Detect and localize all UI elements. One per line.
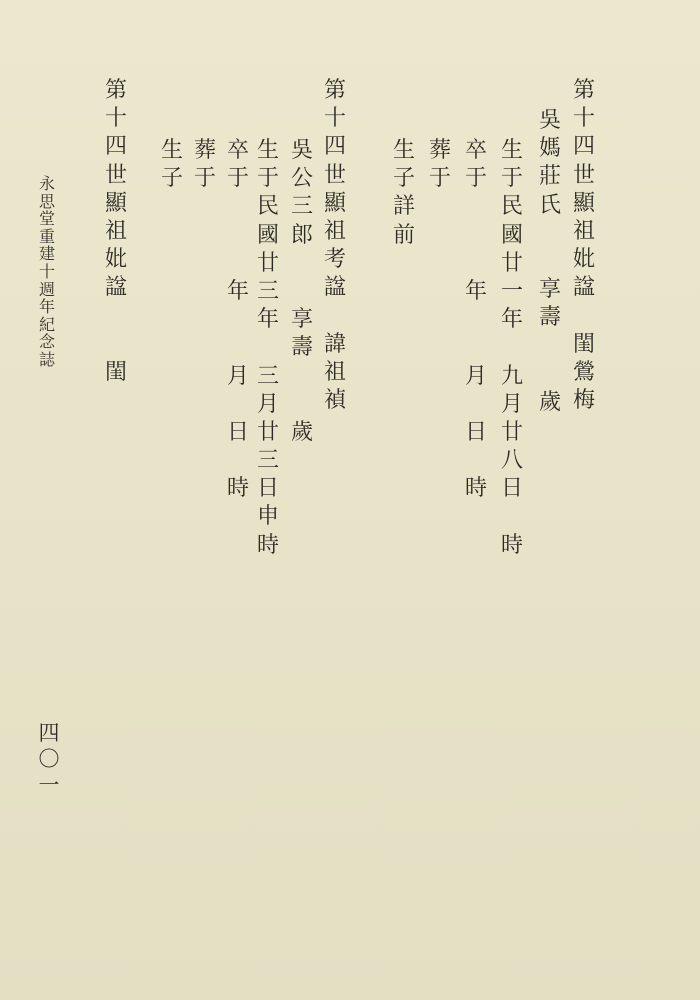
glyph: 十 <box>323 106 346 132</box>
glyph <box>323 306 347 334</box>
glyph: 誌 <box>38 349 55 369</box>
glyph: 年 <box>500 307 523 333</box>
glyph <box>104 334 128 362</box>
glyph <box>500 337 524 365</box>
glyph: 卒 <box>464 138 487 163</box>
entry-2-children-column <box>160 140 184 196</box>
glyph: 週 <box>38 279 55 299</box>
entry-2-death-column <box>226 140 250 506</box>
glyph: 廿 <box>500 250 523 276</box>
glyph: 卒 <box>226 138 249 163</box>
glyph: 氏 <box>538 192 561 218</box>
glyph: 紀 <box>38 314 55 334</box>
glyph <box>538 251 562 279</box>
glyph: 申 <box>256 504 279 530</box>
glyph: 四 <box>38 721 60 745</box>
glyph: 月 <box>464 363 487 389</box>
glyph: 十 <box>38 261 55 281</box>
glyph: 葬 <box>193 138 216 163</box>
glyph: 四 <box>104 134 127 160</box>
glyph: 十 <box>104 106 127 132</box>
glyph: 八 <box>500 448 523 474</box>
glyph <box>226 337 250 365</box>
entry-1-children-column <box>392 140 416 253</box>
glyph: 祖 <box>572 218 595 244</box>
glyph: 諡 <box>323 275 346 301</box>
glyph: 郎 <box>290 222 313 248</box>
glyph: 月 <box>226 363 249 389</box>
glyph: 九 <box>500 363 523 389</box>
glyph: 顯 <box>104 190 127 216</box>
glyph: 歲 <box>290 419 313 445</box>
glyph: 國 <box>500 222 523 248</box>
entry-1-birth-column <box>500 140 524 563</box>
glyph: 時 <box>464 476 487 502</box>
glyph <box>500 506 524 534</box>
glyph: 第 <box>572 78 595 103</box>
glyph: 三 <box>256 278 279 304</box>
glyph: 于 <box>428 166 451 192</box>
glyph <box>226 253 250 281</box>
glyph: 于 <box>500 166 523 192</box>
glyph: 年 <box>38 297 55 317</box>
glyph <box>226 225 250 253</box>
glyph: 妣 <box>104 247 127 273</box>
entry-1-death-column <box>464 140 488 506</box>
glyph: 諱 <box>323 331 346 357</box>
glyph: 時 <box>256 532 279 558</box>
glyph: 葬 <box>428 138 451 163</box>
glyph <box>572 306 596 334</box>
glyph: 永 <box>38 174 55 193</box>
glyph: 公 <box>290 166 313 192</box>
glyph: 生 <box>256 138 279 163</box>
glyph: 建 <box>38 244 55 264</box>
glyph <box>226 309 250 337</box>
glyph: 吳 <box>290 138 313 163</box>
glyph <box>538 336 562 364</box>
glyph <box>226 394 250 422</box>
glyph: 日 <box>226 419 249 445</box>
glyph: 考 <box>323 247 346 273</box>
glyph: 一 <box>38 773 60 797</box>
glyph: 吳 <box>538 108 561 133</box>
glyph: 梅 <box>572 388 595 414</box>
glyph: 顯 <box>572 190 595 216</box>
glyph: 思 <box>38 191 55 211</box>
glyph: 年 <box>226 278 249 304</box>
glyph <box>226 450 250 478</box>
glyph: 廿 <box>256 250 279 276</box>
glyph: 前 <box>392 222 415 248</box>
entry-1-title-column <box>572 80 596 418</box>
glyph: 祖 <box>323 359 346 385</box>
glyph: 重 <box>38 226 55 246</box>
glyph: 享 <box>538 277 561 303</box>
entry-1-burial-column <box>428 140 452 196</box>
glyph: 十 <box>572 106 595 132</box>
glyph: 四 <box>572 134 595 160</box>
glyph: 子 <box>160 166 183 192</box>
glyph: 壽 <box>538 305 561 331</box>
glyph: 時 <box>500 532 523 558</box>
glyph <box>104 306 128 334</box>
glyph <box>464 196 488 224</box>
glyph <box>290 281 314 309</box>
glyph: 時 <box>226 476 249 502</box>
glyph: 年 <box>464 278 487 304</box>
entry-3-title-column <box>104 80 128 390</box>
glyph <box>290 253 314 281</box>
glyph: 〇 <box>38 747 60 771</box>
glyph: 年 <box>256 307 279 333</box>
glyph <box>464 337 488 365</box>
glyph: 三 <box>290 194 313 220</box>
glyph: 堂 <box>38 209 55 229</box>
glyph: 于 <box>193 166 216 192</box>
glyph: 月 <box>500 391 523 417</box>
glyph: 顯 <box>323 190 346 216</box>
glyph: 四 <box>323 134 346 160</box>
entry-2-birth-column <box>256 140 280 563</box>
glyph: 廿 <box>500 419 523 445</box>
glyph <box>464 309 488 337</box>
glyph: 廿 <box>256 419 279 445</box>
entry-1-name-column <box>538 110 562 420</box>
glyph <box>464 253 488 281</box>
entry-2-burial-column <box>193 140 217 196</box>
glyph: 生 <box>500 138 523 163</box>
glyph: 日 <box>256 476 279 502</box>
glyph: 第 <box>104 78 127 103</box>
glyph: 世 <box>323 162 346 188</box>
glyph: 于 <box>464 166 487 192</box>
glyph: 祖 <box>104 218 127 244</box>
glyph: 妣 <box>572 247 595 273</box>
glyph <box>256 337 280 365</box>
glyph <box>464 225 488 253</box>
glyph: 享 <box>290 307 313 333</box>
entry-2-name-column <box>290 140 314 450</box>
glyph: 月 <box>256 391 279 417</box>
glyph: 日 <box>500 476 523 502</box>
glyph: 三 <box>256 448 279 474</box>
glyph: 鶯 <box>572 359 595 385</box>
glyph <box>464 450 488 478</box>
glyph <box>464 394 488 422</box>
glyph <box>538 364 562 392</box>
glyph: 閨 <box>104 359 127 385</box>
glyph: 壽 <box>290 335 313 361</box>
glyph: 三 <box>256 363 279 389</box>
glyph: 諡 <box>572 275 595 301</box>
glyph: 世 <box>572 162 595 188</box>
glyph: 第 <box>323 78 346 103</box>
glyph: 子 <box>392 166 415 192</box>
glyph <box>290 366 314 394</box>
glyph: 于 <box>226 166 249 192</box>
glyph: 祖 <box>323 218 346 244</box>
glyph: 生 <box>160 138 183 163</box>
glyph: 莊 <box>538 164 561 190</box>
glyph: 詳 <box>392 194 415 220</box>
glyph <box>538 223 562 251</box>
glyph: 諡 <box>104 275 127 301</box>
publication-title-side <box>38 176 56 370</box>
glyph <box>290 394 314 422</box>
glyph: 國 <box>256 222 279 248</box>
entry-2-title-column <box>323 80 347 418</box>
glyph: 日 <box>464 419 487 445</box>
glyph: 生 <box>392 138 415 163</box>
glyph: 歲 <box>538 389 561 415</box>
glyph <box>226 196 250 224</box>
glyph: 民 <box>500 194 523 220</box>
glyph: 念 <box>38 332 55 352</box>
glyph: 一 <box>500 278 523 304</box>
glyph: 禎 <box>323 388 346 414</box>
glyph: 于 <box>256 166 279 192</box>
glyph: 民 <box>256 194 279 220</box>
glyph: 世 <box>104 162 127 188</box>
page-number <box>37 723 61 801</box>
glyph: 閨 <box>572 331 595 357</box>
glyph: 媽 <box>538 136 561 162</box>
